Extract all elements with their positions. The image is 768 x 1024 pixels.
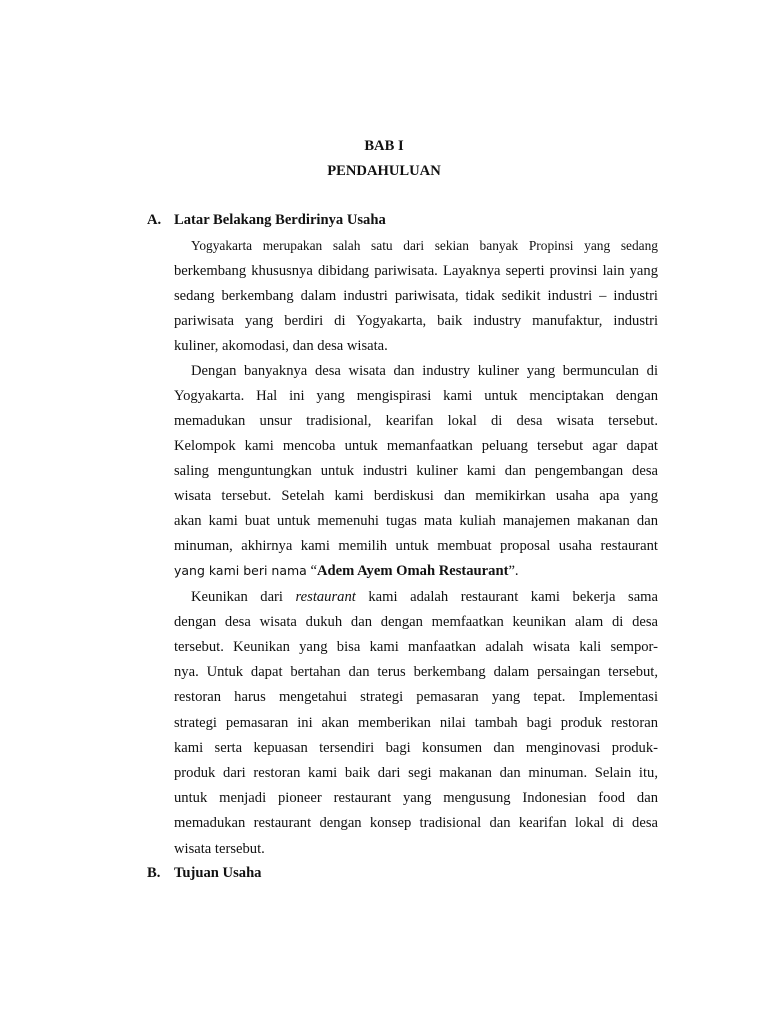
paragraph-line: nya. Untuk dapat bertahan dan terus berkembang dalam persaingan tersebut, xyxy=(174,664,658,680)
paragraph-line: minuman, akhirnya kami memilih untuk membuat proposal usaha restaurant xyxy=(174,538,658,554)
section-title: Tujuan Usaha xyxy=(174,865,262,881)
paragraph-line: kami serta kepuasan tersendiri bagi konsumen dan menginovasi produk- xyxy=(174,740,658,756)
paragraph-line: berkembang khususnya dibidang pariwisata. Layaknya seperti provinsi lain yang xyxy=(174,263,658,279)
close-quote: ”. xyxy=(508,563,519,579)
paragraph-line: Dengan banyaknya desa wisata dan industry kuliner yang bermunculan di xyxy=(191,363,658,379)
paragraph-line: wisata tersebut. Setelah kami berdiskusi dan memikirkan usaha apa yang xyxy=(174,488,658,504)
restaurant-name: Adem Ayem Omah Restaurant xyxy=(316,563,509,579)
paragraph-line: produk dari restoran kami baik dari segi makanan dan minuman. Selain itu, xyxy=(174,765,658,781)
chapter-number: BAB I xyxy=(364,138,404,154)
paragraph-line: Yogyakarta merupakan salah satu dari sekian banyak Propinsi yang sedang xyxy=(191,238,658,253)
paragraph-line: akan kami buat untuk memenuhi tugas mata kuliah manajemen makanan dan xyxy=(174,513,658,529)
paragraph-line: restoran harus mengetahui strategi pemasaran yang tepat. Implementasi xyxy=(174,689,658,705)
section-heading-a xyxy=(147,212,386,229)
italic-term: restaurant xyxy=(295,589,356,605)
paragraph-line: kuliner, akomodasi, dan desa wisata. xyxy=(174,338,388,354)
paragraph-line: wisata tersebut. xyxy=(174,841,265,857)
paragraph-line: sedang berkembang dalam industri pariwisata, tidak sedikit industri – industri xyxy=(174,288,658,304)
intro-text: yang kami beri nama xyxy=(174,563,307,578)
paragraph-line: pariwisata yang berdiri di Yogyakarta, baik industry manufaktur, industri xyxy=(174,313,658,329)
section-number: B. xyxy=(147,865,161,881)
section-heading-b xyxy=(147,865,261,882)
paragraph-line: untuk menjadi pioneer restaurant yang mengusung Indonesian food dan xyxy=(174,790,658,806)
paragraph-line: Kelompok kami mencoba untuk memanfaatkan peluang tersebut agar dapat xyxy=(174,438,658,454)
paragraph-line: dengan desa wisata dukuh dan dengan memfaatkan keunikan alam di desa xyxy=(174,614,658,630)
section-number: A. xyxy=(147,212,162,228)
paragraph-line: memadukan unsur tradisional, kearifan lokal di desa wisata tersebut. xyxy=(174,413,658,429)
paragraph-line: tersebut. Keunikan yang bisa kami manfaatkan adalah wisata kali sempor- xyxy=(174,639,658,655)
paragraph-line-restaurant-name xyxy=(174,562,658,580)
section-title: Latar Belakang Berdirinya Usaha xyxy=(174,212,386,228)
text-segment: Keunikan dari xyxy=(191,589,296,605)
paragraph-line: Yogyakarta. Hal ini yang mengispirasi kami untuk menciptakan dengan xyxy=(174,388,658,404)
paragraph-line: strategi pemasaran ini akan memberikan nilai tambah bagi produk restoran xyxy=(174,715,658,731)
paragraph-line: memadukan restaurant dengan konsep tradisional dan kearifan lokal di desa xyxy=(174,815,658,831)
open-quote: “ xyxy=(306,563,317,579)
paragraph-line: saling menguntungkan untuk industri kuliner kami dan pengembangan desa xyxy=(174,463,658,479)
text-segment: kami adalah restaurant kami bekerja sama xyxy=(355,589,658,605)
chapter-title: PENDAHULUAN xyxy=(327,163,441,179)
paragraph-line-uniqueness xyxy=(191,588,658,606)
